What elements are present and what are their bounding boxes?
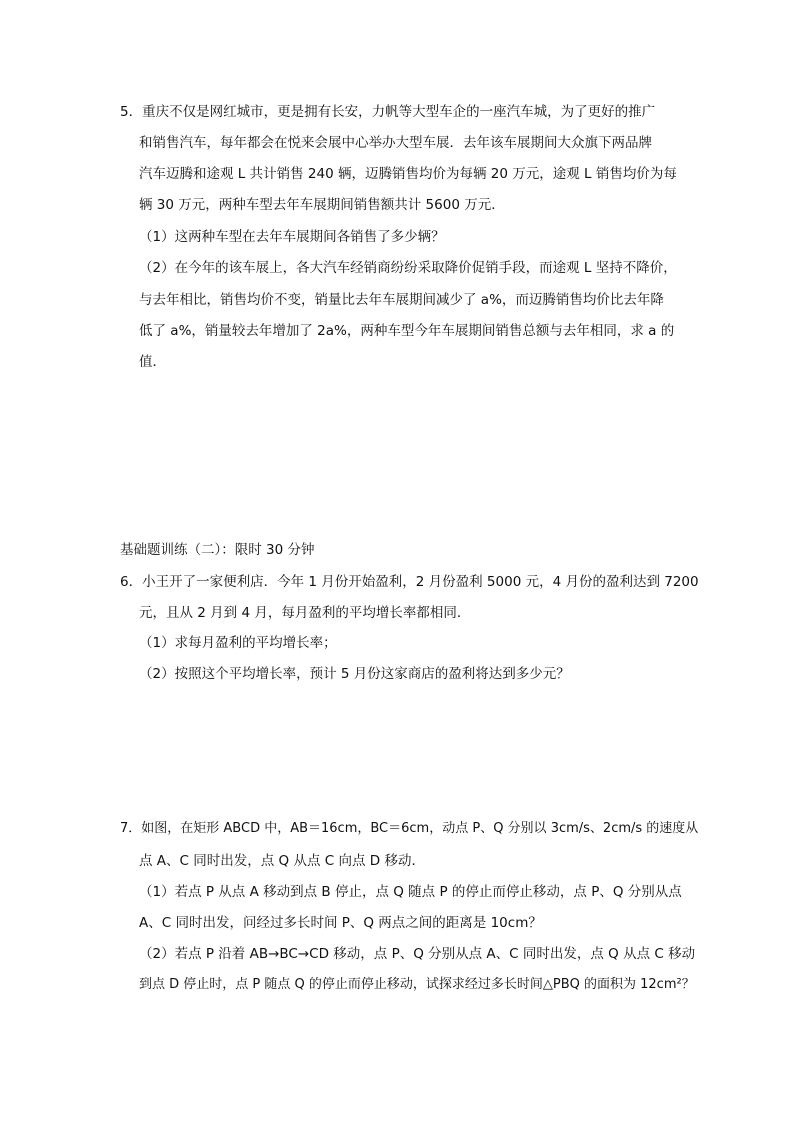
q5-part-2-line-1: （2）在今年的该车展上，各大汽车经销商纷纷采取降价促销手段，而途观 L 坚持不降价， xyxy=(139,260,677,276)
q7-part-2-line-1: （2）若点 P 沿着 AB→BC→CD 移动，点 P、Q 分别从点 A、C 同时出发，点 Q 从点 C 移动 xyxy=(139,946,696,962)
q5-part-2-line-3: 低了 a%，销量较去年增加了 2a%，两种车型今年车展期间销售总额与去年相同，求 a 的 xyxy=(139,323,675,339)
q7-part-1-line-1: （1）若点 P 从点 A 移动到点 B 停止，点 Q 随点 P 的停止而停止移动，点 P、Q 分别从点 xyxy=(139,884,682,900)
section-title: 基础题训练（二）：限时 30 分钟 xyxy=(120,542,315,558)
q5-part-2-line-2: 与去年相比，销售均价不变，销量比去年车展期间减少了 a%，而迈腾销售均价比去年降 xyxy=(139,292,664,308)
q7-part-1-line-2: A、C 同时出发，问经过多长时间 P、Q 两点之间的距离是 10cm？ xyxy=(139,915,542,931)
q7-line-2: 点 A、C 同时出发，点 Q 从点 C 向点 D 移动． xyxy=(139,853,425,869)
q5-part-1: （1）这两种车型在去年车展期间各销售了多少辆？ xyxy=(139,229,445,245)
q5-line-1: 5．重庆不仅是网红城市，更是拥有长安，力帆等大型车企的一座汽车城，为了更好的推广 xyxy=(120,104,656,120)
q7-line-1: 7．如图，在矩形 ABCD 中，AB＝16cm，BC＝6cm，动点 P、Q 分别以 3cm/s、2cm/s 的速度从 xyxy=(120,821,699,836)
q5-line-3: 汽车迈腾和途观 L 共计销售 240 辆，迈腾销售均价为每辆 20 万元，途观 L 销售均价为每 xyxy=(139,166,677,182)
q5-line-4: 辆 30 万元，两种车型去年车展期间销售额共计 5600 万元． xyxy=(139,197,505,213)
q5-line-2: 和销售汽车，每年都会在悦来会展中心举办大型车展．去年该车展期间大众旗下两品牌 xyxy=(139,135,652,151)
q7-part-2-line-2: 到点 D 停止时，点 P 随点 Q 的停止而停止移动，试探求经过多长时间△PBQ 的面积为 12cm²？ xyxy=(139,977,695,992)
q6-part-1: （1）求每月盈利的平均增长率； xyxy=(139,635,337,651)
q6-line-2: 元，且从 2 月到 4 月，每月盈利的平均增长率都相同． xyxy=(139,605,471,621)
q5-part-2-line-4: 值． xyxy=(139,354,166,370)
q6-line-1: 6．小王开了一家便利店．今年 1 月份开始盈利，2 月份盈利 5000 元，4 月份的盈利达到 7200 xyxy=(120,574,699,590)
q6-part-2: （2）按照这个平均增长率，预计 5 月份这家商店的盈利将达到多少元？ xyxy=(139,666,570,682)
